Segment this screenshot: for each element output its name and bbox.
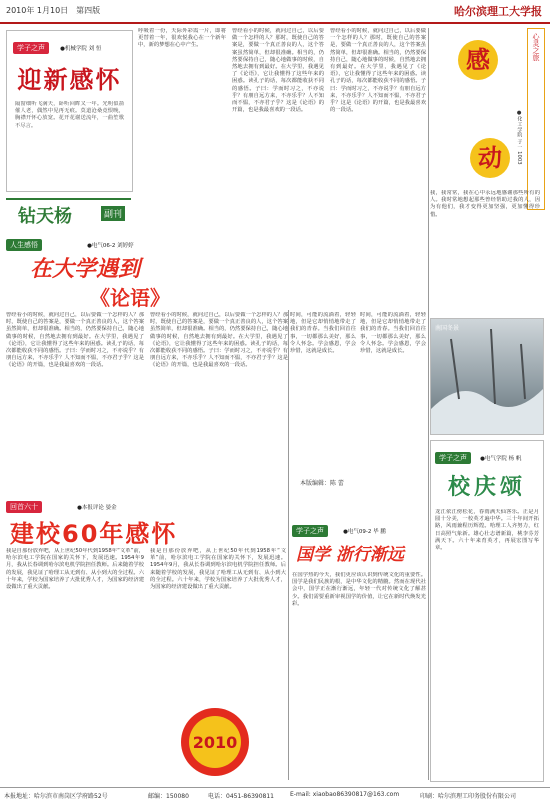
footer-email: E-mail: xiaobao86390817@163.com <box>290 791 400 798</box>
gratitude-body: 我，我常常，我在心中永远地感谢那些所有的人。我时常地想起那些曾经帮助过我的人，因为有他们，我才变得更加坚强，更加懂得珍惜。 <box>430 190 540 218</box>
lunyu-body-1: 曾经看小的时候，就问过自己，以后要做一个怎样的人？那时，既使自己的答案是，要做一个真正善良的人，这个答案虽然简单，但却很准确。相当的，仍然要保持自己，随心地做事的时候，自然地去拥有到最好。在大学里，我遇见了《论语》，它让我懂得了这些年来的困惑。读孔子的话，每次都能收获不同的感悟。子曰：学而时习之，不亦说乎？有朋自远方来，不亦乐乎？人不知而不愠，不亦君子乎？这是《论语》的开篇，也是我最喜欢的一段话。 <box>6 312 144 369</box>
section-tag: 学子之声 <box>13 42 49 54</box>
footer-phone: 电话：0451-86390811 <box>208 793 274 800</box>
section-tag: 回首六十 <box>6 501 42 513</box>
author: ●电气学院 杨 帆 <box>480 456 522 462</box>
lunyu-body-2: 曾经看小的时候，就问过自己，以后要做一个怎样的人？那时，既使自己的答案是，要做一个真正善良的人，这个答案虽然简单，但却很准确。相当的，仍然要保持自己，随心地做事的时候，自然地去拥有到最好。在大学里，我遇见了《论语》，它让我懂得了这些年来的困惑。读孔子的话，每次都能收获不同的感悟。子曰：学而时习之，不亦说乎？有朋自远方来，不亦乐乎？人不知而不愠，不亦君子乎？这是《论语》的开篇，也是我最喜欢的一段话。 <box>150 312 288 369</box>
page-header <box>0 0 550 24</box>
svg-text:2010: 2010 <box>192 733 238 752</box>
middle-column: 呼吸着一份，天际外彩霞一片，即将更替着一年，很欢悦我心在一个新年中，新的梦想在心中产生。 <box>138 28 226 49</box>
zuan-banner <box>6 198 131 228</box>
section-tag: 人生感悟 <box>6 239 42 251</box>
lunyu-title: 在大学遇到 <box>30 257 141 282</box>
side-tag: 心灵之旅 <box>532 33 540 61</box>
footer-address: 本报地址：哈尔滨市南岗区学府路52号 <box>4 793 108 800</box>
welcome-box <box>6 30 133 192</box>
column-title: 钻天杨 <box>18 206 72 227</box>
anniversary-body-2: 我是自那份放弃吧，从上世纪50年代到1958年“文革”前，哈尔滨电工学院在国家的关怀下，发展迅速。1954年9月，我从长春调到哈尔滨电机学院担任教师。后来随着学校的发展，我见证了哈理工从无到有、从小到大的全过程。六十年来，学校为国家培养了大批优秀人才，为国家的经济建设做出了重大贡献。 <box>150 548 286 591</box>
guoxue-header <box>292 518 422 535</box>
gratitude-author: ●化工学院 于一 1003 <box>516 110 522 165</box>
essay-right-body-1: 时间，可能的流淌着，轻轻地，但是它却悄悄地带走了我们的青春。当我们回首往事，一切都那么美好，那么令人怀念。学会感恩，学会珍惜，这就是成长。 <box>290 312 356 355</box>
section-tag: 学子之声 <box>435 452 471 464</box>
gratitude-title-1: 感 <box>458 40 498 80</box>
author: ●本报评论 晏金 <box>77 505 117 511</box>
paper-name: 哈尔滨理工大学报 <box>454 5 542 18</box>
scenery-photo <box>430 318 544 435</box>
lunyu-subtitle: 《论语》 <box>90 286 170 310</box>
gratitude-side-bar <box>527 28 545 210</box>
footer-postcode: 邮编：150080 <box>148 793 189 800</box>
issue-date: 2010年 1月10日 第四版 <box>6 6 101 15</box>
page-footer <box>0 787 550 802</box>
editor-credit: 本版编辑：陈 蕾 <box>300 480 344 487</box>
photo-caption: 南国冬景 <box>435 325 460 332</box>
column-divider <box>288 310 289 780</box>
guoxue-title-art: 国学 浙行渐远 <box>296 545 404 565</box>
guoxue-body: 在国学热的今天，我们更应该认识到传统文化的重要性。国学是我们民族的根，是中华文化的精髓。然而在现代社会中，国学正在渐行渐远，年轻一代对传统文化了解甚少。我们需要重新审视国学的价值，让它在新时代焕发光彩。 <box>292 572 426 607</box>
author: ●电气06-2 刘婷婷 <box>87 243 134 249</box>
author: ●机械学院 刘 恒 <box>60 46 102 52</box>
middle-column-2: 曾经看小的时候，就问过自己，以后要做一个怎样的人？那时，既使自己的答案是，要做一个真正善良的人，这个答案虽然简单，但却很准确。相当的，仍然要保持自己，随心地做事的时候，自然地去拥有到最好。在大学里，我遇见了《论语》，它让我懂得了这些年来的困惑。读孔子的话，每次都能收获不同的感悟。子曰：学而时习之，不亦说乎？有朋自远方来，不亦乐乎？人不知而不愠，不亦君子乎？这是《论语》的开篇，也是我最喜欢的一段话。 <box>232 28 324 114</box>
author: ●电气09-2 毕 鹏 <box>343 529 386 535</box>
column-divider <box>428 28 429 780</box>
footer-printer: 印刷：哈尔滨理工印务股份有限公司 <box>420 793 517 800</box>
anniversary-body-1: 我是自那份放弃吧，从上世纪50年代到1958年“文革”前，哈尔滨电工学院在国家的关怀下，发展迅速。1954年9月，我从长春调到哈尔滨电机学院担任教师。后来随着学校的发展，我见证了哈理工从无到有、从小到大的全过程。六十年来，学校为国家培养了大批优秀人才，为国家的经济建设做出了重大贡献。 <box>6 548 144 591</box>
xiaoqing-body: 龙江依江傍松花，春雨满天仙客乐。正是月圆十分美，一校英才遍中华。三十年间开拓路，风雨兼程历辉煌。哈理工人齐努力，红日高照气象新。雄心壮志谱新篇，桃李芬芳满天下。六十年来育英才，再展宏图写华章。 <box>435 509 539 552</box>
column-tag: 副刊 <box>101 206 125 221</box>
xiaoqing-title: 校庆颂 <box>447 475 526 500</box>
gratitude-title-2: 动 <box>470 138 510 178</box>
poem-title: 迎新感怀 <box>17 66 122 94</box>
anniversary-header <box>6 494 196 511</box>
essay-right-body-2: 时间，可能的流淌着，轻轻地，但是它却悄悄地带走了我们的青春。当我们回首往事，一切都那么美好，那么令人怀念。学会感恩，学会珍惜，这就是成长。 <box>360 312 426 355</box>
middle-column-3: 曾经看小的时候，就问过自己，以后要做一个怎样的人？那时，既使自己的答案是，要做一个真正善良的人，这个答案虽然简单，但却很准确。相当的，仍然要保持自己，随心地做事的时候，自然地去拥有到最好。在大学里，我遇见了《论语》，它让我懂得了这些年来的困惑。读孔子的话，每次都能收获不同的感悟。子曰：学而时习之，不亦说乎？有朋自远方来，不亦乐乎？人不知而不愠，不亦君子乎？这是《论语》的开篇，也是我最喜欢的一段话。 <box>330 28 426 114</box>
poem-body: 隔窗细听飞满天，卧听回眸又一年。光明似箭催人老，偶然中见再无痕。莫道沧桑竟恨晚，胸襟开怀心放宽。花开花谢送流年，一曲笙歌不尽言。 <box>15 101 124 129</box>
xiaoqing-box <box>430 440 544 782</box>
anniversary-title: 建校60年感怀 <box>10 520 178 548</box>
2010-badge <box>170 700 260 780</box>
section-tag: 学子之声 <box>292 525 328 537</box>
